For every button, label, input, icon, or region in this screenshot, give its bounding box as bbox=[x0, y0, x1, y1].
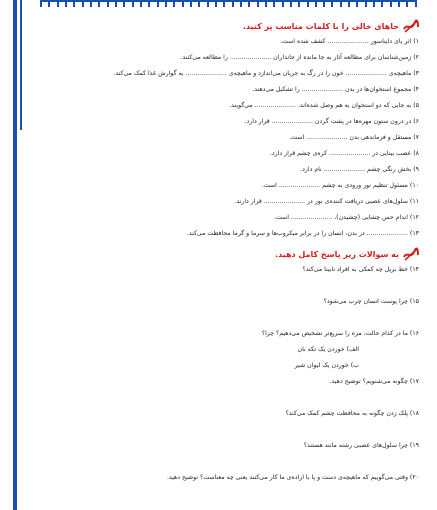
question-16-option-a: الف) خوردن یک تکه نان bbox=[297, 346, 359, 353]
question-14: ۱۴) خط بریل چه کمکی به افراد نابینا می‌کند؟ bbox=[302, 266, 419, 273]
fill-item-7: ۷) مستقل و فرماندهی بدن ..................... است. bbox=[289, 134, 419, 141]
fill-item-11: ۱۱) سلول‌های عصبی دریافت کننده‌ی نور در ..................... قرار دارند. bbox=[234, 198, 419, 205]
fill-item-3: ۳) ماهیچه‌ی ..................... خون را در رگ به جریان می‌اندازد و ماهیچه‌ی ..................... به گوارش غذا کمک می‌کند. bbox=[113, 70, 419, 77]
fill-item-2: ۲) زمین‌شناسان برای مطالعه آثار به جا مانده از جانداران ..................... را مطالعه می‌کنند. bbox=[180, 54, 419, 61]
border-top-ticks bbox=[40, 2, 417, 8]
question-15: ۱۵) چرا پوست انسان چرب می‌شود؟ bbox=[323, 298, 419, 305]
question-18: ۱۸) پلک زدن چگونه به محافظت چشم کمک می‌کند؟ bbox=[285, 410, 419, 417]
pen-scribble-icon bbox=[403, 247, 419, 261]
question-19: ۱۹) چرا سلول‌های عصبی رشته مانند هستند؟ bbox=[303, 442, 419, 449]
pen-scribble-icon bbox=[403, 19, 419, 33]
fill-item-12: ۱۲) اندام حس چشایی (چشیدن)، ..................... است. bbox=[273, 214, 419, 221]
fill-blank-heading bbox=[28, 18, 419, 34]
question-16: ۱۶) ما در کدام حالت، مزه را سریع‌تر تشخیص می‌دهیم؟ چرا؟ bbox=[261, 330, 419, 337]
answer-heading bbox=[28, 246, 419, 262]
fill-blank-title: جاهای خالی را با کلمات مناسب پر کنید. bbox=[242, 21, 399, 31]
border-left-inner-bar bbox=[20, 0, 22, 130]
fill-item-9: ۹) بخش رنگی چشم ..................... نام دارد. bbox=[300, 166, 419, 173]
question-17: ۱۷) چگونه می‌شنویم؟ توضیح دهید. bbox=[329, 378, 419, 385]
fill-item-5: ۵) به جایی که دو استخوان به هم وصل شده‌اند، ..................... می‌گویند. bbox=[229, 102, 419, 109]
fill-item-10: ۱۰) مسئول تنظیم نور ورودی به چشم ..................... است. bbox=[261, 182, 419, 189]
fill-item-6: ۶) در درون ستون مهره‌ها در پشت گردن ..................... قرار دارد. bbox=[244, 118, 419, 125]
fill-item-8: ۸) عصب بینایی در ..................... کره‌ی چشم قرار دارد. bbox=[269, 150, 419, 157]
fill-item-4: ۴) مجموع استخوان‌ها در بدن ..................... را تشکیل می‌دهند. bbox=[252, 86, 419, 93]
answer-title: به سوالات زیر پاسخ کامل دهید. bbox=[275, 249, 399, 259]
question-20: ۲۰) وقتی می‌گوییم که ماهیچه‌ی دست و پا با اراده‌ی ما کار می‌کنند یعنی چه معناست؟ توضیح دهید. bbox=[166, 474, 419, 481]
border-left-bar bbox=[13, 0, 17, 510]
fill-item-13: ۱۳) ..................... در بدن، انسان را در برابر میکروب‌ها و سرما و گرما محافظت می‌کند. bbox=[186, 230, 419, 237]
worksheet bbox=[28, 18, 419, 486]
fill-item-1: ۱) اثر پای دایناسور ..................... کشف شده است. bbox=[280, 38, 419, 45]
question-16-option-b: ب) خوردن یک لیوان شیر bbox=[294, 362, 359, 369]
